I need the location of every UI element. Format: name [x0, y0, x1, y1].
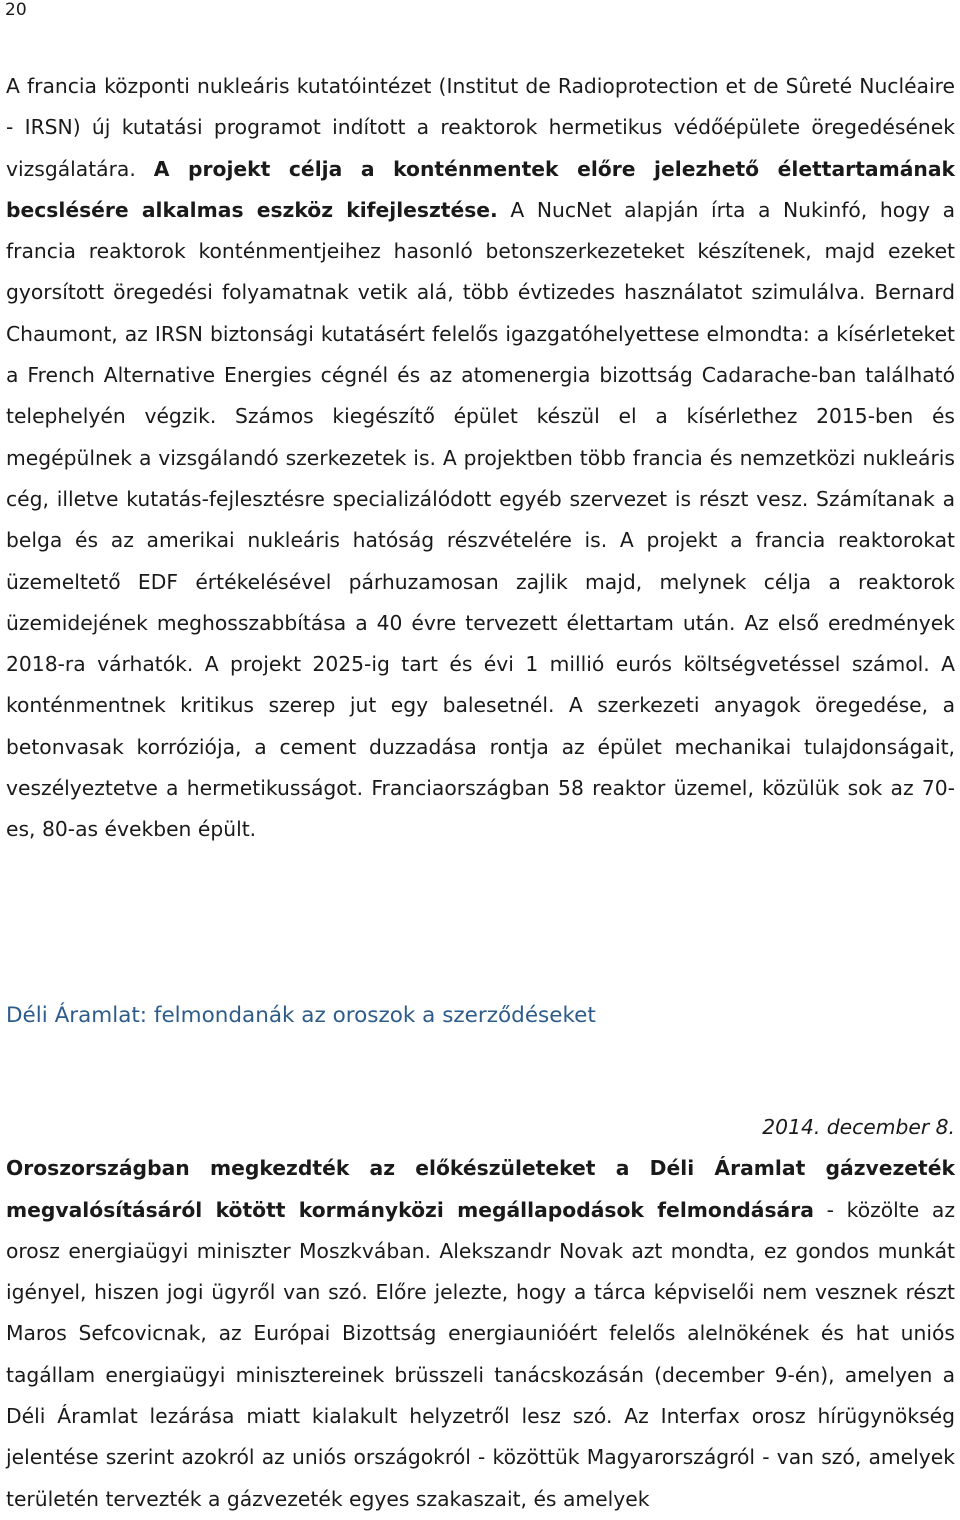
article-date: 2014. december 8.: [762, 1115, 955, 1139]
article-text-main: A NucNet alapján írta a Nukinfó, hogy a francia reaktorok konténmentjeihez hasonló betonszerkezeteket készítenek, majd ezeket gyorsított öregedési folyamatnak vetik alá, több évtizedes használatot szimulálva. Bernard Chaumont, az IRSN biztonsági kutatásért felelős igazgatóhelyettese elmondta: a kísérleteket a French Alternative Energies cégnél és az atomenergia bizottság Cadarache-ban található telephelyén végzik. Számos kiegészítő épület készül el a kísérlethez 2015-ben és megépülnek a vizsgálandó szerkezetek is. A projektben több francia és nemzetközi nukleáris cég, illetve kutatás-fejlesztésre specializálódott egyéb szervezet is részt vesz. Számítanak a belga és az amerikai nukleáris hatóság részvételére is. A projekt a francia reaktorokat üzemeltető EDF értékelésével párhuzamosan zajlik majd, melynek célja a reaktorok üzemidejének meghosszabbítása a 40 évre tervezett élettartam után. Az első eredmények 2018-ra várhatók. A projekt 2025-ig tart és évi 1 millió eurós költségvetéssel számol. A konténmentnek kritikus szerep jut egy balesetnél. A szerkezeti anyagok öregedése, a betonvasak korróziója, a cement duzzadása rontja az épület mechanikai tulajdonságait, veszélyeztetve a hermetikusságot. Franciaországban 58 reaktor üzemel, közülük sok az 70-es, 80-as években épült.: [6, 197, 955, 842]
article-lead-bold: Oroszországban megkezdték az előkészületeket a Déli Áramlat gázvezeték megvalósításáról kötött kormányközi megállapodások felmondására: [6, 1156, 955, 1222]
article-text-highlight: A projekt célja a konténmentek előre jelezhető élettartamának becslésére alkalmas eszköz kifejlesztése.: [6, 156, 956, 222]
article-heading-south-stream: Déli Áramlat: felmondanák az oroszok a szerződéseket: [6, 1003, 596, 1028]
article-text-intro: A francia központi nukleáris kutatóintézet (Institut de Radioprotection et de Sûreté Nucléaire - IRSN) új kutatási programot indított a reaktorok hermetikus védőépülete öregedésének vizsgálatára.: [6, 74, 955, 181]
article-text-continued: - közölte az orosz energiaügyi miniszter Moszkvában. Alekszandr Novak azt mondta, ez gondos munkát igényel, hiszen jogi ügyről van szó. Előre jelezte, hogy a tárca képviselői nem vesznek részt Maros Sefcovicnak, az Európai Bizottság energiaunióért felelős alelnökének és hat uniós tagállam energiaügyi minisztereinek brüsszeli tanácskozásán (december 9-én), amelyen a Déli Áramlat lezárása miatt kialakult helyzetről lesz szó. Az Interfax orosz hírügynökség jelentése szerint azokról az uniós országokról - közöttük Magyarországról - van szó, amelyek területén tervezték a gázvezeték egyes szakaszait, és amelyek: [6, 1197, 955, 1511]
article-body-nuclear: [6, 66, 955, 851]
article-body-south-stream: [6, 1107, 955, 1520]
page-number: 20: [5, 0, 27, 20]
